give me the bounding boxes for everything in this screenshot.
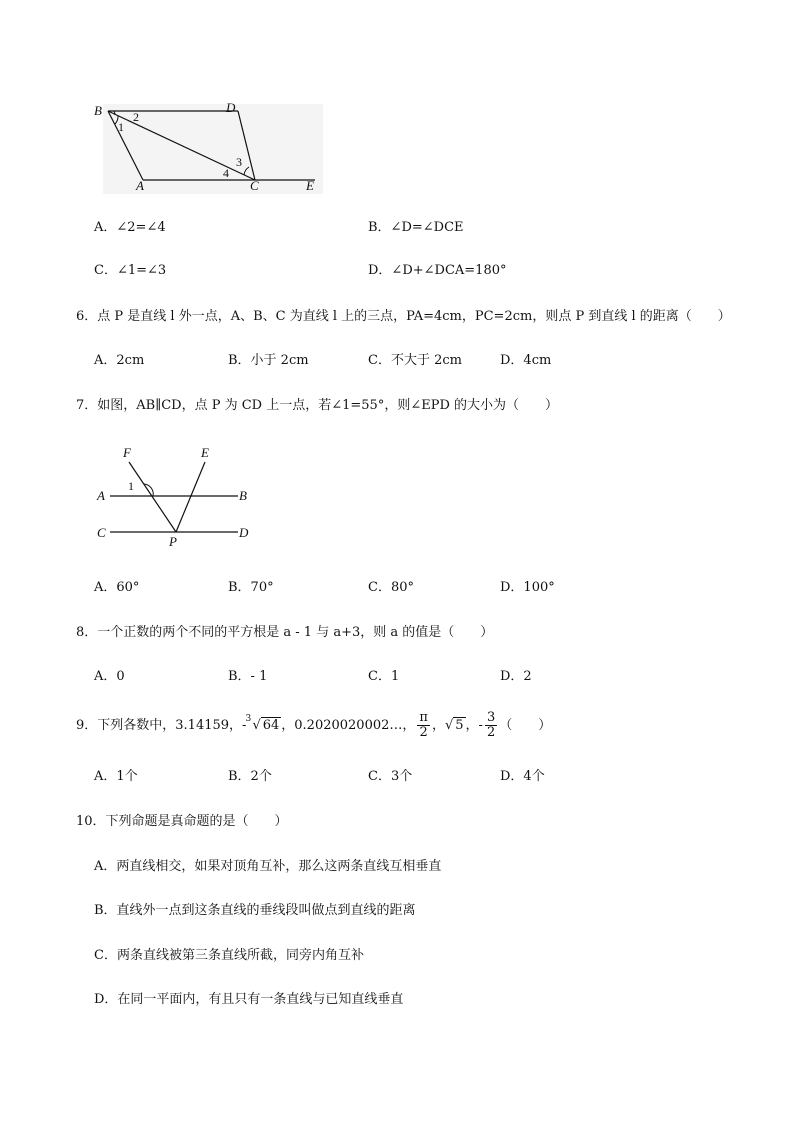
q9-frac-num: 3 (486, 710, 496, 725)
q6-option-c: C．不大于 2cm (368, 353, 462, 368)
q9-option-b: B．2个 (228, 769, 272, 784)
label-D: D (226, 100, 236, 115)
q10-option-a: A．两直线相交，如果对顶角互补，那么这两条直线互相垂直 (94, 859, 442, 874)
q9-fraction (485, 711, 497, 740)
label-E: E (201, 445, 209, 460)
parallel-lines-figure (92, 440, 262, 550)
angle-label-1: 1 (128, 479, 134, 493)
q9-option-c: C．3个 (368, 769, 413, 784)
q10-option-c: C．两条直线被第三条直线所截，同旁内角互补 (94, 948, 364, 963)
q9-root-radicand: 64 (262, 718, 280, 733)
q6-stem: 6．点 P 是直线 l 外一点，A、B、C 为直线 l 上的三点，PA=4cm，PC=2cm，则点 P 到直线 l 的距离（ ） (76, 309, 731, 324)
q8-option-a: A．0 (94, 669, 125, 684)
label-F: F (123, 445, 131, 460)
label-B: B (239, 488, 247, 503)
q7-option-d: D．100° (500, 580, 555, 595)
q7-option-b: B．70° (228, 580, 274, 595)
label-P: P (169, 534, 177, 549)
q9-cube-root (246, 708, 281, 744)
label-E: E (306, 178, 314, 193)
q5-option-b: B．∠D=∠DCE (368, 220, 464, 235)
q6-option-b: B．小于 2cm (228, 353, 309, 368)
radical-sign: √ (252, 718, 261, 733)
q9-suffix: （ ） (499, 718, 552, 733)
q5-option-c: C．∠1=∠3 (94, 263, 167, 278)
q7-option-a: A．60° (94, 580, 140, 595)
label-D: D (239, 525, 249, 540)
q5-option-d: D．∠D+∠DCA=180° (368, 263, 507, 278)
q8-option-d: D．2 (500, 669, 532, 684)
q9-prefix: 9．下列各数中，3.14159，- (76, 718, 247, 733)
label-C: C (97, 525, 106, 540)
angle-label-3: 3 (236, 155, 242, 169)
q8-option-c: C．1 (368, 669, 400, 684)
label-A: A (97, 488, 105, 503)
angle-label-4: 4 (223, 166, 229, 180)
q7-option-c: C．80° (368, 580, 414, 595)
q9-mid: ，0.2020020002…， (281, 718, 416, 733)
q6-option-d: D．4cm (500, 353, 552, 368)
q9-pi-num: π (419, 710, 428, 725)
sqrt-sign: √ (444, 718, 454, 733)
q6-option-a: A．2cm (94, 353, 145, 368)
q9-option-d: D．4个 (500, 769, 545, 784)
angle-label-2: 2 (133, 110, 139, 124)
label-B: B (94, 103, 102, 118)
parallelogram-figure (88, 96, 328, 196)
q9-frac-den: 2 (486, 725, 496, 740)
q9-pi-den: 2 (419, 725, 428, 740)
q10-stem: 10．下列命题是真命题的是（ ） (76, 814, 288, 829)
label-A: A (136, 178, 144, 193)
q9-pi-fraction (417, 711, 430, 740)
q9-root-index: 3 (245, 714, 252, 724)
label-C: C (250, 178, 259, 193)
q10-option-d: D．在同一平面内，有且只有一条直线与已知直线垂直 (94, 992, 404, 1007)
q8-stem: 8．一个正数的两个不同的平方根是 a - 1 与 a+3，则 a 的值是（ ） (76, 625, 494, 640)
q8-option-b: B．- 1 (228, 669, 268, 684)
q9-option-a: A．1个 (94, 769, 138, 784)
angle-label-1: 1 (118, 120, 124, 134)
q9-neg: ，- (465, 718, 483, 733)
q7-stem: 7．如图，AB∥CD，点 P 为 CD 上一点，若∠1=55°，则∠EPD 的大小为（ ） (76, 398, 559, 413)
q10-option-b: B．直线外一点到这条直线的垂线段叫做点到直线的距离 (94, 903, 416, 918)
q9-sqrt-radicand: 5 (455, 718, 464, 733)
q5-option-a: A．∠2=∠4 (94, 220, 166, 235)
q9-stem: 9．下列各数中，3.14159，- 3 √ 64 ，0.2020020002…， $\frac{\pi}{2}$ ，√ 5 ，- $\frac{3}{2}$ （ ） (76, 708, 551, 744)
